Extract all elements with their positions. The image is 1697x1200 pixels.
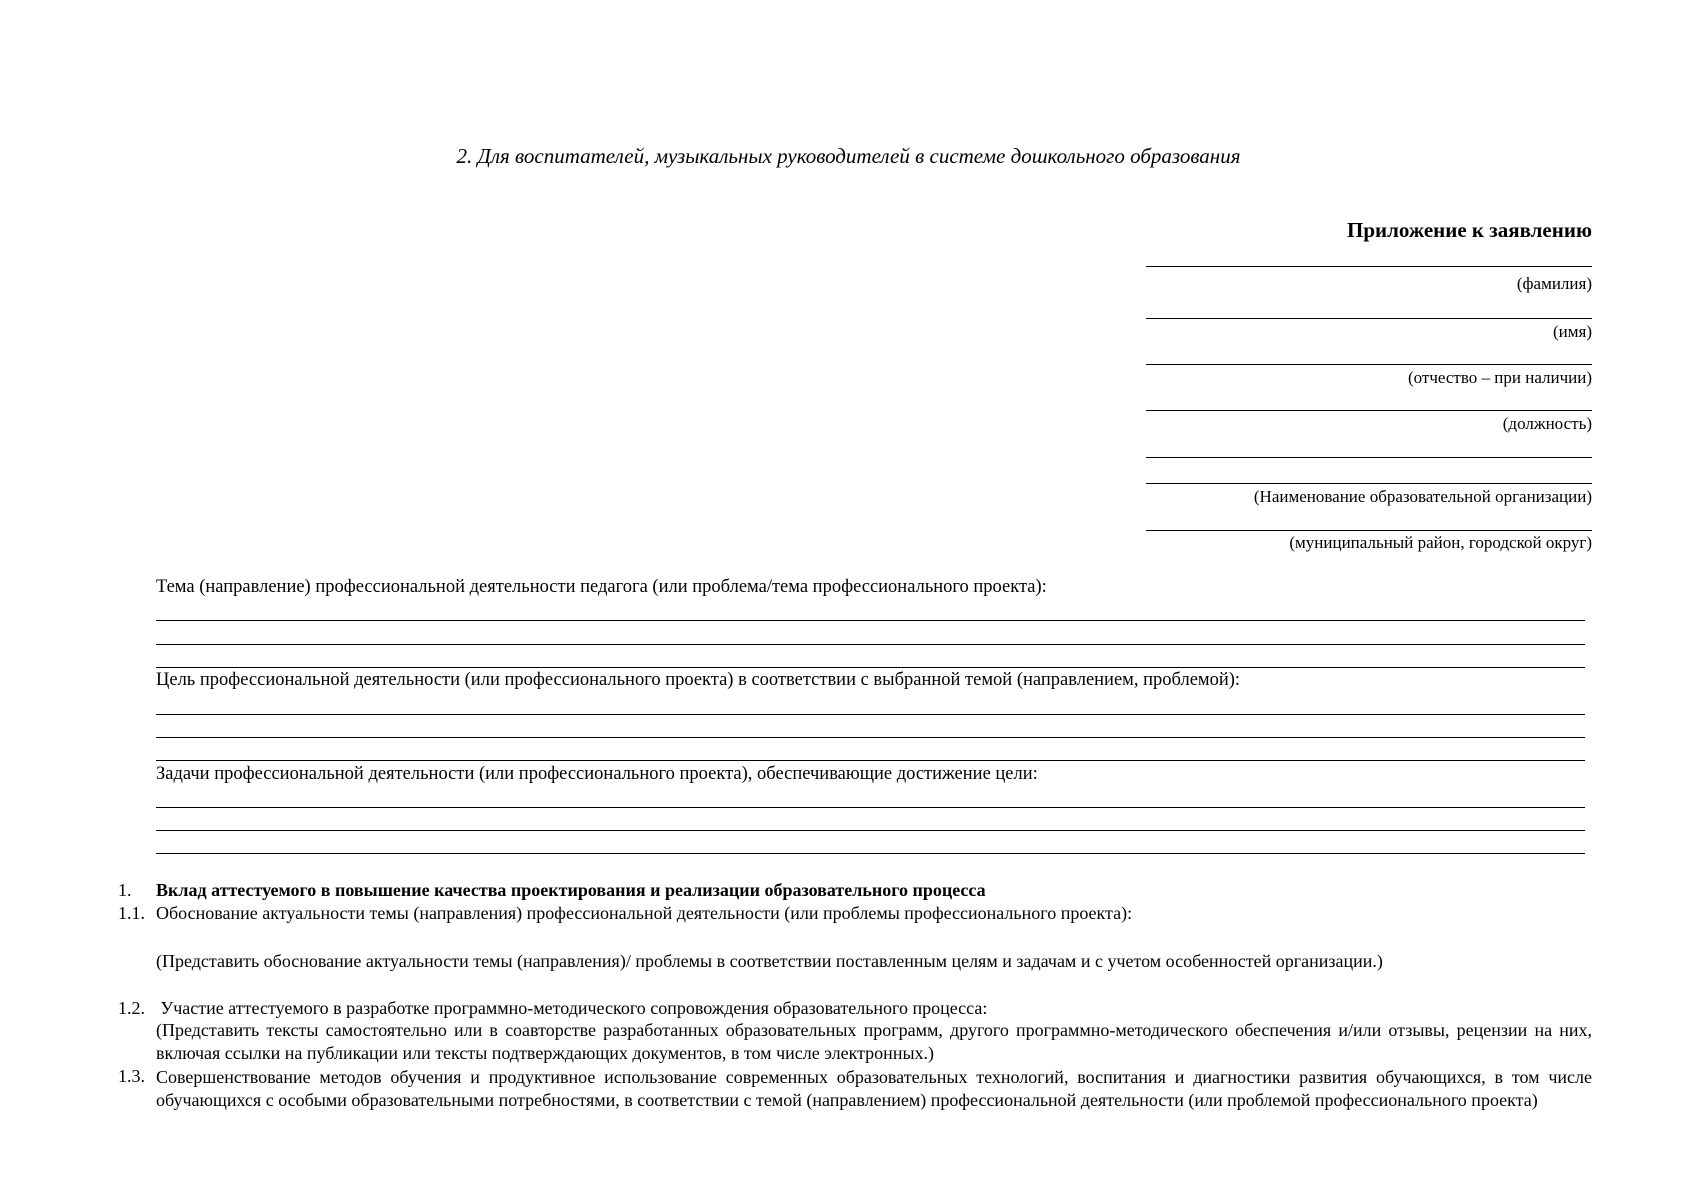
item-title-1-2: Участие аттестуемого в разработке программно-методического сопровождения образовательного процесса: (156, 998, 988, 1018)
goal-line-2[interactable] (156, 737, 1585, 738)
organization-field-line-1[interactable] (1146, 457, 1592, 458)
goal-line-1[interactable] (156, 714, 1585, 715)
tasks-line-3[interactable] (156, 853, 1585, 854)
position-field-line[interactable] (1146, 410, 1592, 411)
tasks-line-1[interactable] (156, 807, 1585, 808)
document-heading: 2. Для воспитателей, музыкальных руководителей в системе дошкольного образования (456, 144, 1241, 168)
item-title-1-1: Обоснование актуальности темы (направления) профессиональной деятельности (или проблемы профессионального проекта): (156, 903, 1133, 923)
appendix-title: Приложение к заявлению (1347, 218, 1592, 242)
tasks-prompt: Задачи профессиональной деятельности (или профессионального проекта), обеспечивающие достижение цели: (156, 764, 1038, 784)
item-text-1-3: Совершенствование методов обучения и продуктивное использование современных образовательных технологий, воспитания и диагностики развития обучающихся, в том числе обучающихся с особыми образовательными потребностями, в соответствии с темой (направлением) профессиональной деятельности (или проблемой профессионального проекта) (156, 1067, 1592, 1110)
district-caption: (муниципальный район, городской округ) (1289, 533, 1592, 552)
section-title: Вклад аттестуемого в повышение качества проектирования и реализации образовательного процесса (156, 880, 986, 900)
surname-caption: (фамилия) (1516, 274, 1592, 293)
topic-prompt: Тема (направление) профессиональной деятельности педагога (или проблема/тема профессионального проекта): (156, 577, 1047, 597)
topic-line-3[interactable] (156, 667, 1585, 668)
name-caption: (имя) (1553, 322, 1592, 341)
goal-prompt: Цель профессиональной деятельности (или профессионального проекта) в соответствии с выбранной темой (направлением, проблемой): (156, 670, 1241, 690)
topic-line-1[interactable] (156, 620, 1585, 621)
position-caption: (должность) (1502, 414, 1592, 433)
surname-field-line[interactable] (1146, 266, 1592, 267)
patronymic-field-line[interactable] (1146, 364, 1592, 365)
item-number-1-2: 1.2. (118, 998, 145, 1018)
district-field-line[interactable] (1146, 530, 1592, 531)
item-note-1-1: (Представить обоснование актуальности темы (направления)/ проблемы в соответствии поставленным целям и задачам и с учетом особенностей организации.) (156, 951, 1383, 971)
organization-field-line-2[interactable] (1146, 483, 1592, 484)
organization-caption: (Наименование образовательной организации) (1253, 487, 1592, 506)
name-field-line[interactable] (1146, 318, 1592, 319)
goal-line-3[interactable] (156, 760, 1585, 761)
item-number-1-3: 1.3. (118, 1066, 145, 1086)
section-number: 1. (118, 880, 132, 900)
item-number-1-1: 1.1. (118, 903, 145, 923)
patronymic-caption: (отчество – при наличии) (1408, 368, 1592, 387)
topic-line-2[interactable] (156, 644, 1585, 645)
item-note-1-2: (Представить тексты самостоятельно или в соавторстве разработанных образовательных программ, другого программно-методического обеспечения и/или отзывы, рецензии на них, включая ссылки на публикации или тексты подтверждающих документов, в том числе электронных.) (156, 1020, 1592, 1063)
tasks-line-2[interactable] (156, 830, 1585, 831)
